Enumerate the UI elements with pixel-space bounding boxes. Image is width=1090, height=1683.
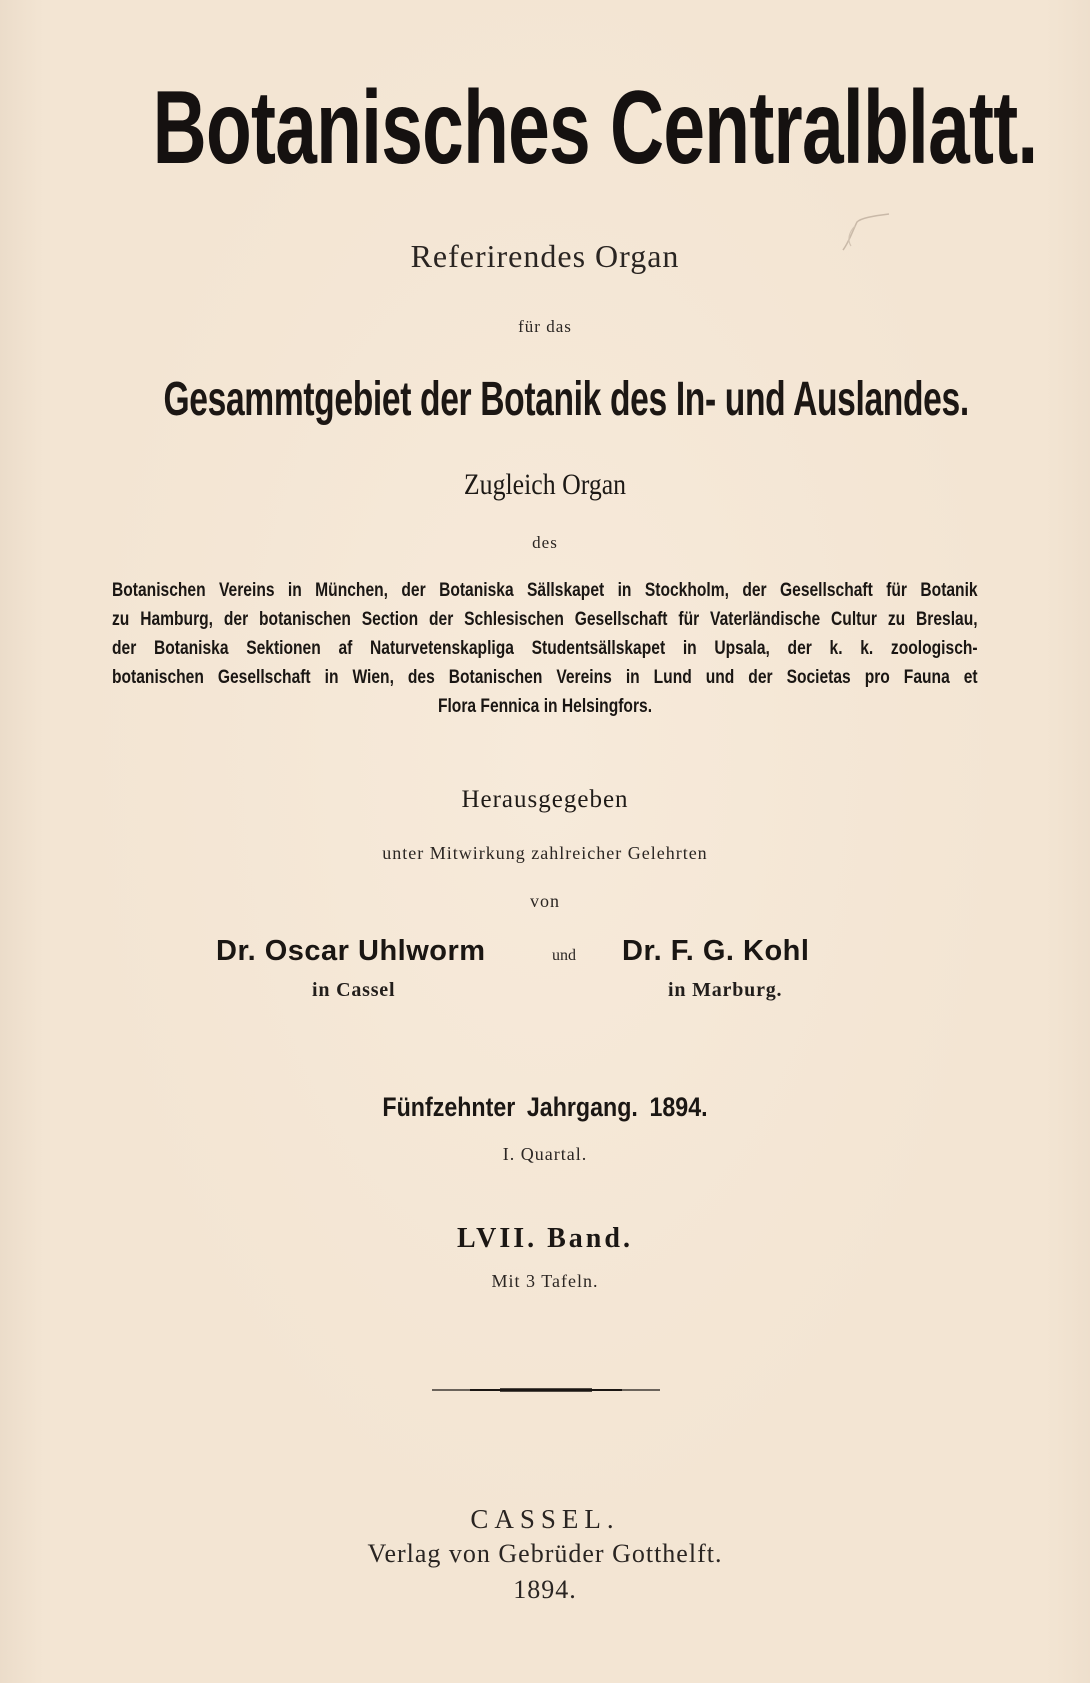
von-text: von (530, 891, 560, 911)
journal-title: Botanisches Centralblatt. (152, 70, 1038, 186)
fuer-das-text: für das (518, 317, 572, 336)
des-text: des (532, 533, 558, 552)
herausgegeben-heading: Herausgegeben (461, 786, 629, 813)
quartal-text: I. Quartal. (502, 1144, 588, 1164)
decorative-rule (432, 1388, 660, 1392)
band-heading: LVII. Band. (457, 1223, 633, 1254)
editors-block (0, 935, 1090, 1015)
imprint-year: 1894. (513, 1575, 577, 1604)
editor-2-name: Dr. F. G. Kohl (622, 935, 810, 967)
tafeln-text: Mit 3 Tafeln. (491, 1271, 599, 1291)
societies-line: zu Hamburg, der botanischen Section der Schlesischen Gesellschaft für Vaterländische Cultur zu Breslau, (112, 608, 978, 630)
societies-last-line: Flora Fennica in Helsingfors. (437, 695, 653, 717)
jahrgang-heading: Fünfzehnter Jahrgang. 1894. (382, 1092, 708, 1122)
und-text: und (552, 947, 576, 964)
unter-mitwirkung-text: unter Mitwirkung zahlreicher Gelehrten (382, 843, 708, 863)
societies-line: der Botaniska Sektionen af Naturvetenskapliga Studentsällskapet in Upsala, der k. k. zoologisch- (112, 637, 978, 659)
imprint-city: CASSEL. (470, 1504, 620, 1534)
societies-paragraph (112, 576, 978, 721)
societies-line: botanischen Gesellschaft in Wien, des Botanischen Vereins in Lund und der Societas pro Fauna et (112, 666, 978, 688)
imprint-publisher: Verlag von Gebrüder Gotthelft. (367, 1539, 723, 1568)
editor-1-place: in Cassel (312, 979, 396, 1001)
zugleich-organ-heading: Zugleich Organ (463, 468, 627, 501)
editor-2-place: in Marburg. (668, 979, 783, 1001)
societies-line: Botanischen Vereins in München, der Botaniska Sällskapet in Stockholm, der Gesellschaft für Botanik (112, 579, 978, 601)
scope-heading: Gesammtgebiet der Botanik des In- und Auslandes. (163, 373, 969, 426)
subtitle: Referirendes Organ (410, 238, 680, 274)
editor-1-name: Dr. Oscar Uhlworm (216, 935, 486, 967)
